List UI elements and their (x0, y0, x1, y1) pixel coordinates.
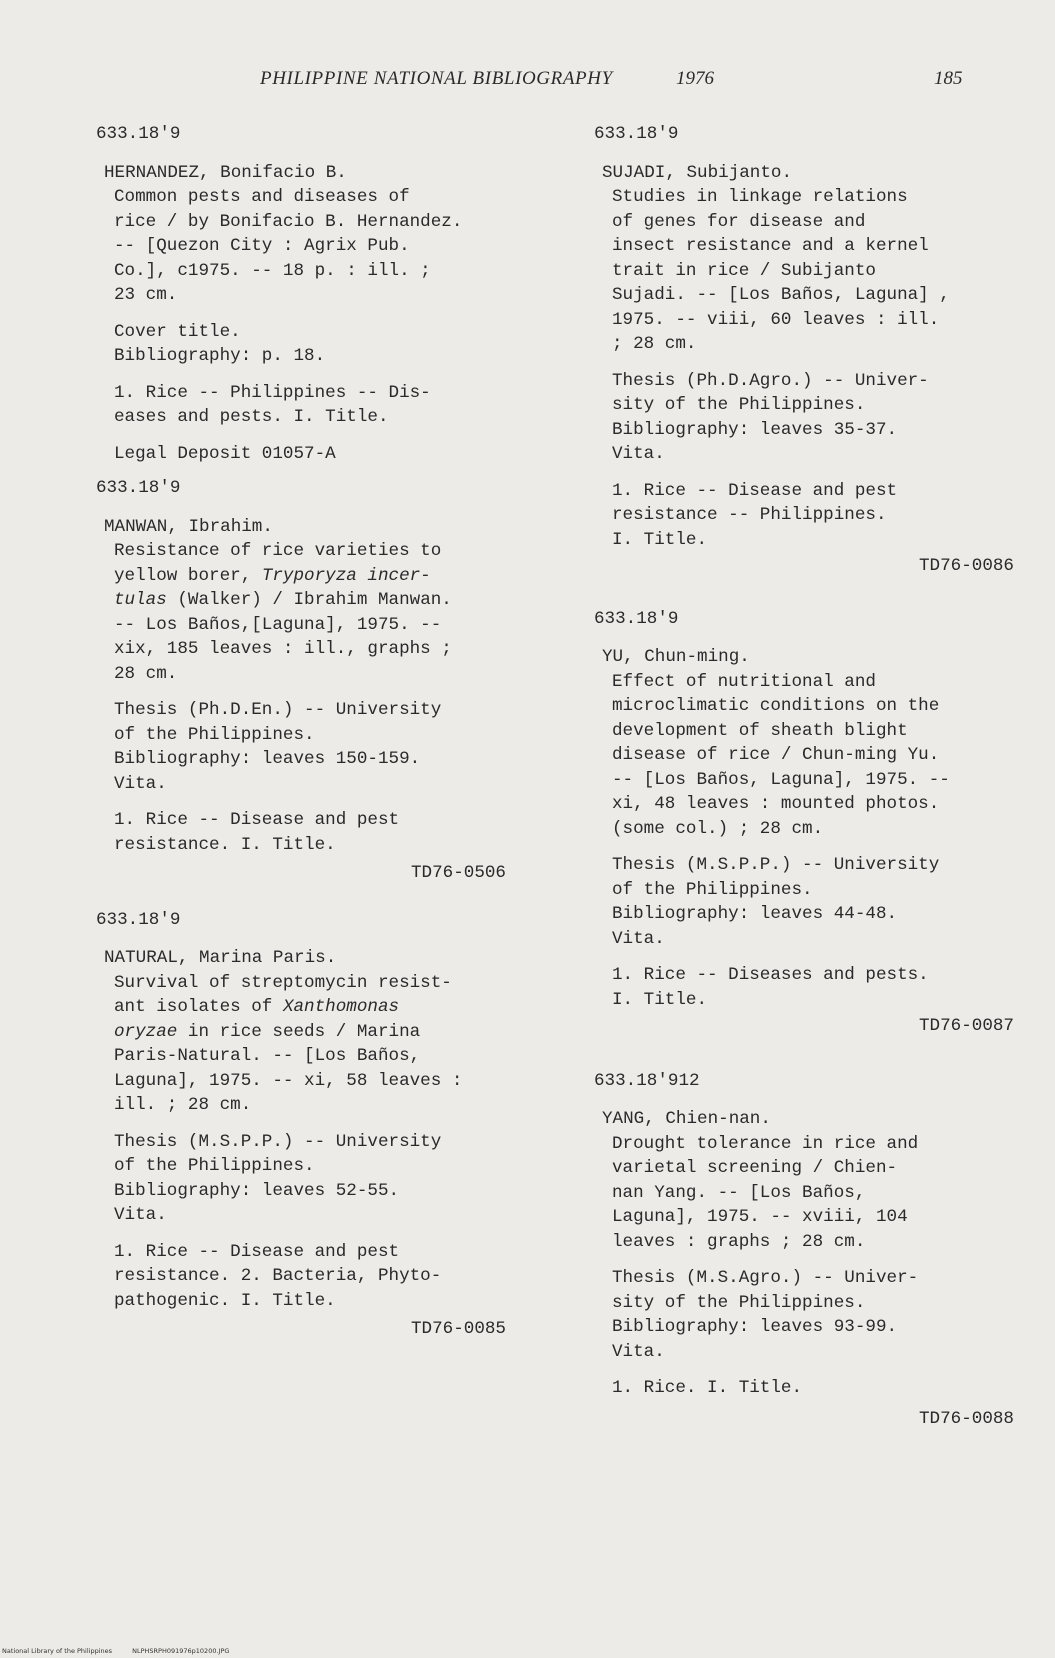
catalog-entry (96, 908, 506, 1342)
main-entry: YANG, Chien-nan. (602, 1109, 771, 1129)
catalog-entry (96, 476, 506, 886)
subject-tracings: 1. Rice -- Philippines -- Dis- eases and pests. I. Title. (114, 382, 431, 427)
main-entry: SUJADI, Subijanto. (602, 162, 793, 183)
class-number: 633.18'9 (96, 124, 181, 144)
running-title: PHILIPPINE NATIONAL BIBLIOGRAPHY (260, 68, 613, 89)
scan-filename: NLPHSRPH091976p10200.JPG (132, 1647, 230, 1655)
catalog-entry (594, 122, 1014, 579)
title-statement: Drought tolerance in rice and varietal screening / Chien- nan Yang. -- [Los Baños, Laguna], 1975. -- xviii, 104 leaves : graphs ; 28 cm. (612, 1133, 919, 1252)
class-number: 633.18'9 (96, 909, 181, 930)
control-number: TD76-0506 (410, 863, 506, 883)
catalog-entry (96, 122, 506, 466)
notes: Thesis (M.S.Agro.) -- Univer- sity of the Philippines. Bibliography: leaves 93-99. Vita. (612, 1268, 919, 1362)
main-entry: MANWAN, Ibrahim. (104, 516, 273, 537)
subject-tracings: 1. Rice. I. Title. (612, 1378, 803, 1398)
right-column (594, 122, 1014, 1453)
control-number: TD76-0086 (918, 556, 1014, 576)
main-entry: NATURAL, Marina Paris. (104, 948, 337, 968)
scientific-name: Xanthomonas (282, 997, 400, 1017)
class-number: 633.18'9 (96, 478, 181, 498)
class-number: 633.18'912 (594, 1070, 700, 1091)
title-statement: Resistance of rice varieties to yellow borer, Tryporyza incer- tulas (Walker) / Ibrahim Manwan. -- Los Baños,[Laguna], 1975. -- xix, 185 leaves : ill., graphs ; 28 cm. (114, 541, 452, 684)
catalog-entry (594, 1069, 1014, 1432)
scientific-name: tulas (114, 590, 167, 610)
page-header (0, 68, 1055, 98)
notes: Thesis (M.S.P.P.) -- University of the Philippines. Bibliography: leaves 44-48. Vita. (612, 855, 940, 949)
scientific-name: Tryporyza incer- (261, 565, 431, 586)
scientific-name: oryzae (114, 1021, 178, 1042)
control-number: TD76-0088 (918, 1408, 1014, 1429)
control-number: TD76-0085 (410, 1319, 506, 1339)
main-entry: HERNANDEZ, Bonifacio B. (104, 162, 347, 183)
library-credit: National Library of the Philippines (2, 1647, 113, 1655)
title-statement: Common pests and diseases of rice / by Bonifacio B. Hernandez. -- [Quezon City : Agrix Pub. Co.], c1975. -- 18 p. : ill. ; 23 cm. (114, 187, 463, 305)
class-number: 633.18'9 (594, 608, 679, 629)
title-statement: Effect of nutritional and microclimatic conditions on the development of sheath blight disease of rice / Chun-ming Yu. -- [Los Baños, Laguna], 1975. -- xi, 48 leaves : mounted photos. (some col.) ; 28 cm. (612, 671, 950, 839)
title-statement: Survival of streptomycin resist- ant isolates of Xanthomonas oryzae in rice seeds / Marina Paris-Natural. -- [Los Baños, Laguna], 1975. -- xi, 58 leaves : ill. ; 28 cm. (114, 972, 463, 1115)
left-column (96, 122, 506, 1364)
catalog-entry (594, 607, 1014, 1039)
subject-tracings: 1. Rice -- Disease and pest resistance -- Philippines. I. Title. (612, 480, 898, 550)
subject-tracings: 1. Rice -- Disease and pest resistance. 2. Bacteria, Phyto- pathogenic. I. Title. (114, 1241, 442, 1311)
subject-tracings: 1. Rice -- Diseases and pests. I. Title. (612, 965, 929, 1010)
legal-deposit: Legal Deposit 01057-A (114, 443, 336, 464)
title-statement: Studies in linkage relations of genes for disease and insect resistance and a kernel trait in rice / Subijanto Sujadi. -- [Los Baños, Laguna] , 1975. -- viii, 60 leaves : ill. ; 28 cm. (612, 187, 950, 354)
notes: Cover title. Bibliography: p. 18. (114, 321, 326, 366)
notes: Thesis (Ph.D.En.) -- University of the Philippines. Bibliography: leaves 150-159. Vita. (114, 700, 442, 794)
subject-tracings: 1. Rice -- Disease and pest resistance. I. Title. (114, 810, 400, 855)
notes: Thesis (Ph.D.Agro.) -- Univer- sity of the Philippines. Bibliography: leaves 35-37. Vita. (612, 370, 929, 464)
running-year: 1976 (676, 68, 714, 89)
notes: Thesis (M.S.P.P.) -- University of the Philippines. Bibliography: leaves 52-55. Vita. (114, 1131, 442, 1225)
control-number: TD76-0087 (918, 1016, 1014, 1036)
page-number: 185 (934, 68, 963, 89)
scan-footer (2, 1647, 247, 1655)
class-number: 633.18'9 (594, 124, 679, 144)
main-entry: YU, Chun-ming. (602, 647, 750, 667)
